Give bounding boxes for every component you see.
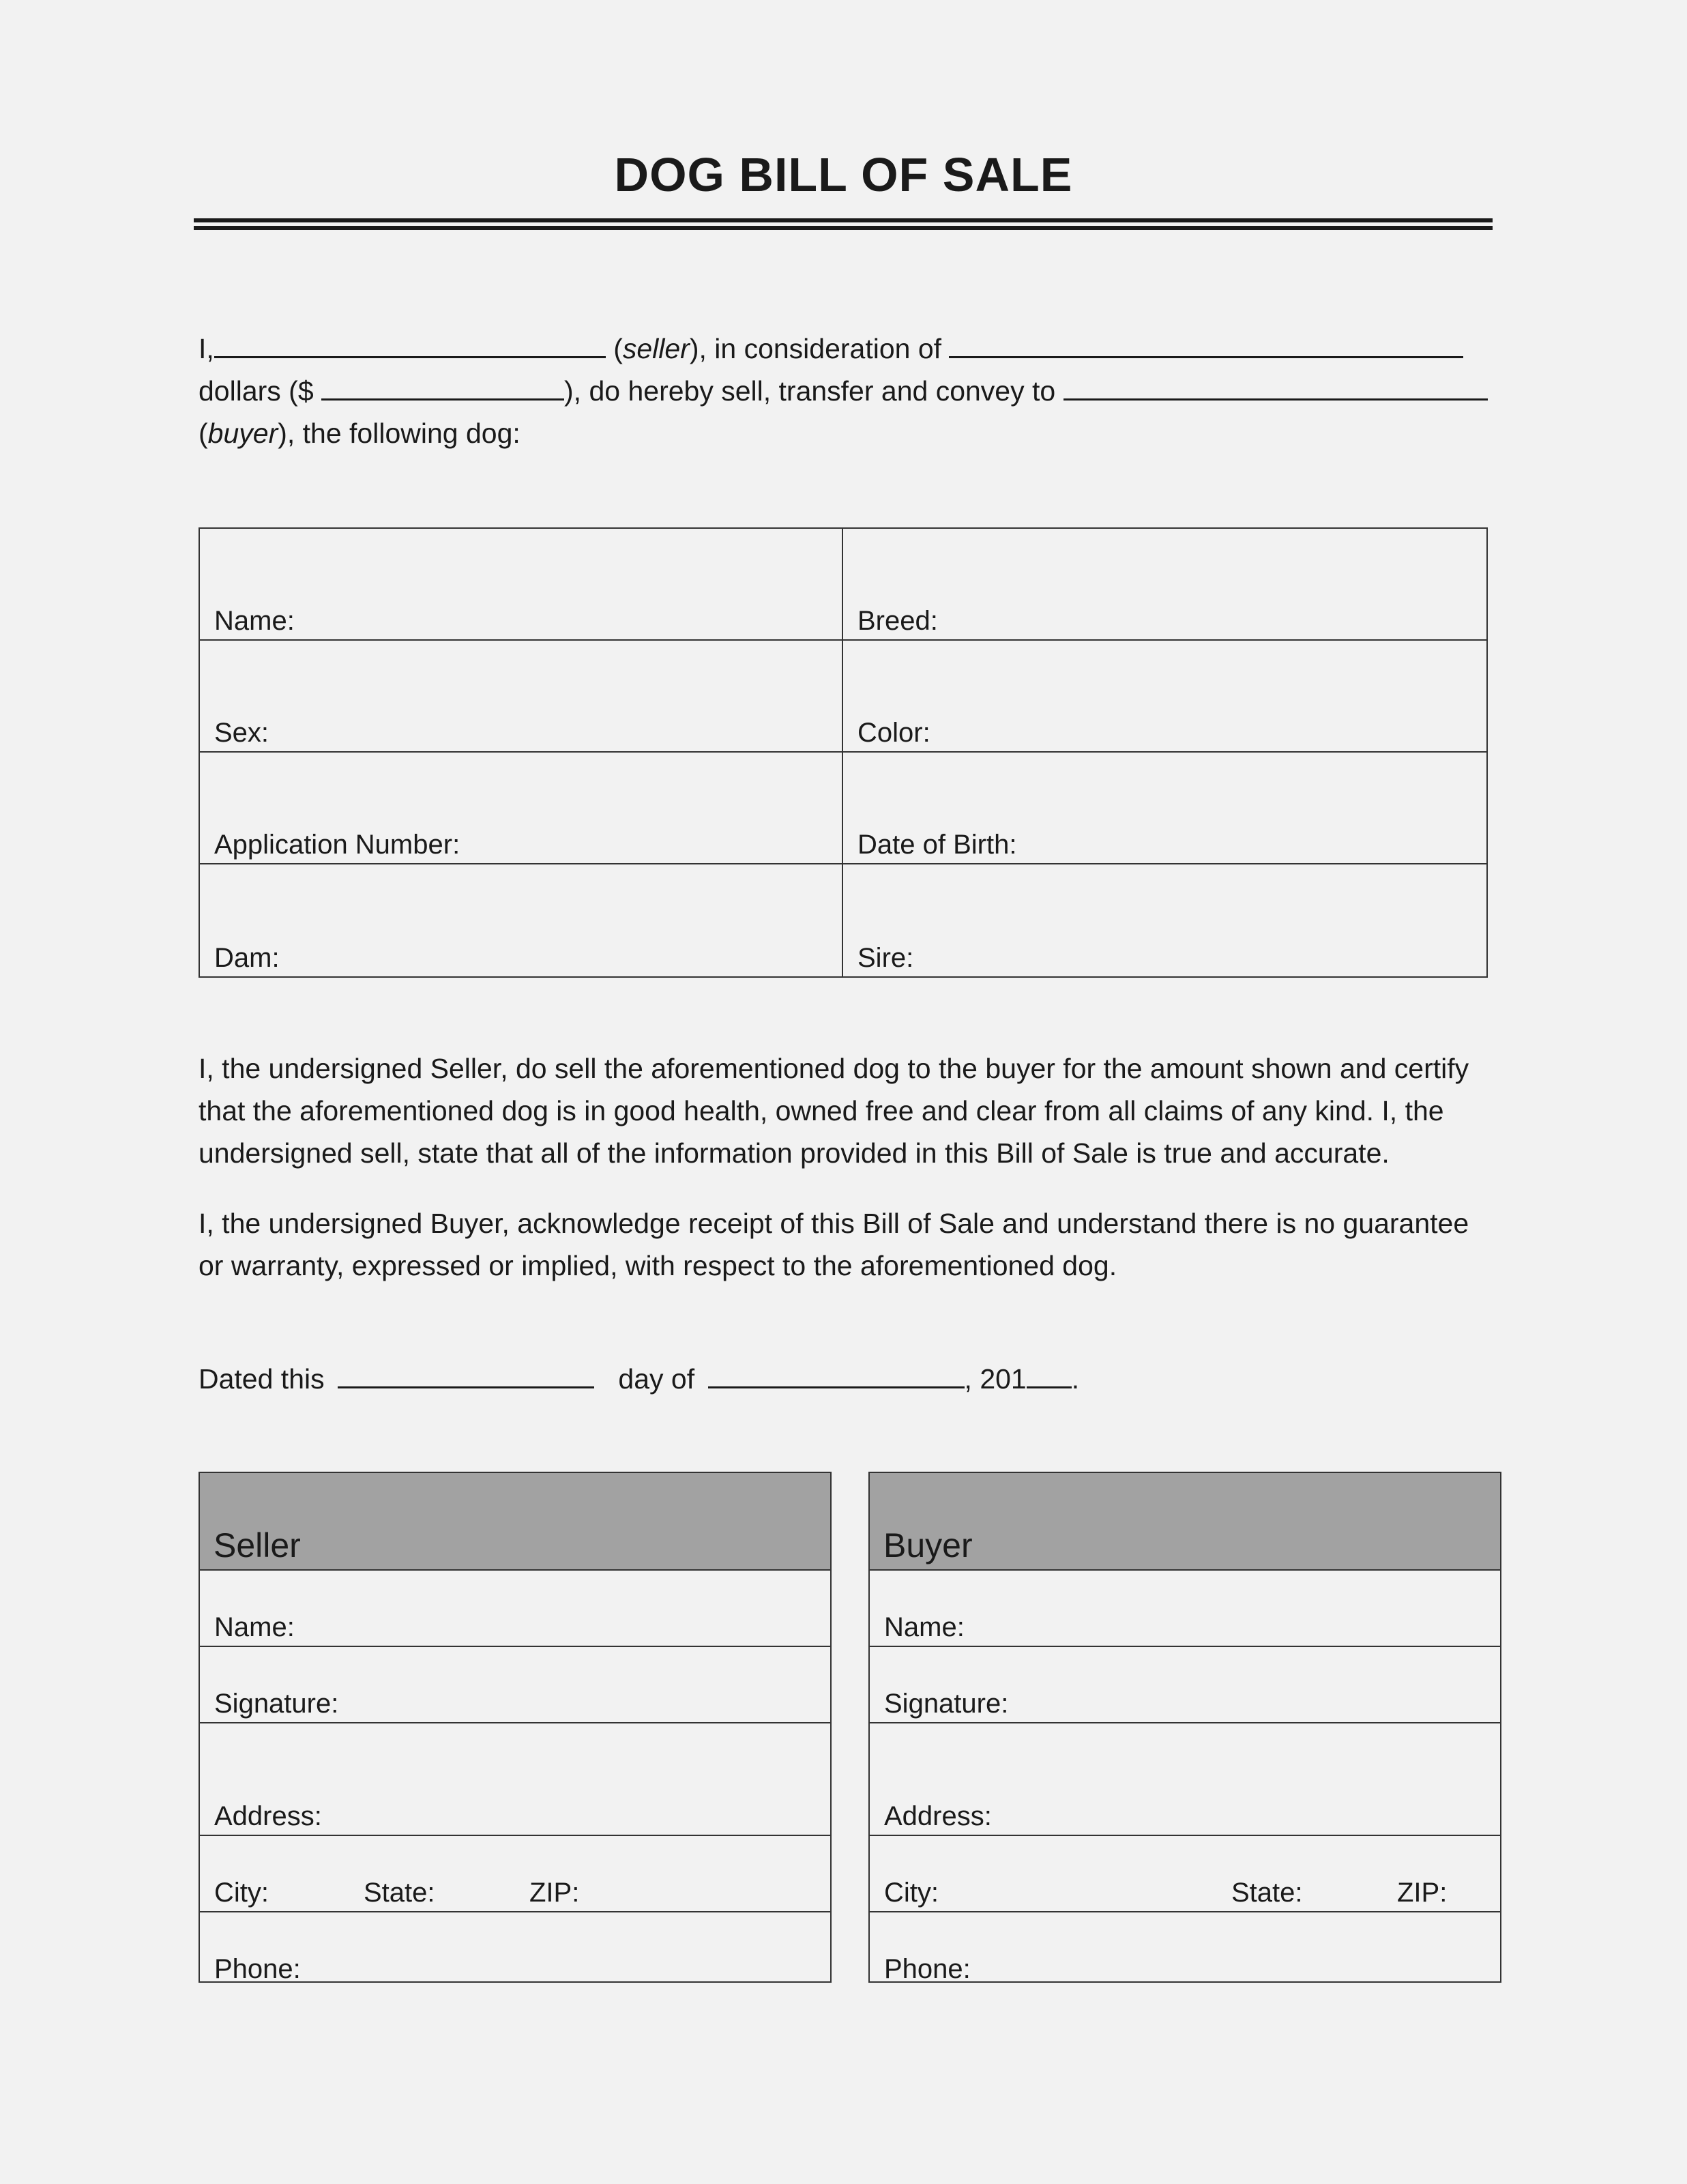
dog-sex-label: Sex: xyxy=(214,718,269,748)
dog-name-cell[interactable] xyxy=(200,529,843,641)
buyer-name-label: Name: xyxy=(884,1612,965,1642)
seller-city-label: City: xyxy=(214,1878,269,1908)
dog-sire-label: Sire: xyxy=(857,943,914,973)
dog-sire-cell[interactable] xyxy=(843,864,1486,976)
seller-name-label: Name: xyxy=(214,1612,295,1642)
dollars-blank[interactable] xyxy=(321,371,564,401)
buyer-name-blank[interactable] xyxy=(1063,371,1488,401)
dog-color-cell[interactable] xyxy=(843,641,1486,753)
buyer-label: buyer xyxy=(207,418,278,449)
seller-label: seller xyxy=(622,333,690,364)
buyer-name-row[interactable] xyxy=(870,1571,1500,1647)
seller-box-header xyxy=(200,1473,830,1571)
dated-line xyxy=(199,1358,1495,1400)
seller-heading: Seller xyxy=(214,1526,301,1564)
buyer-signature-box xyxy=(868,1472,1501,1983)
dog-color-label: Color: xyxy=(857,718,930,748)
seller-city-row[interactable] xyxy=(200,1836,830,1912)
buyer-zip-label: ZIP: xyxy=(1397,1878,1448,1908)
seller-phone-label: Phone: xyxy=(214,1954,301,1984)
month-blank[interactable] xyxy=(708,1359,965,1388)
buyer-city-label: City: xyxy=(884,1878,939,1908)
buyer-statement-line: I, the undersigned Buyer, acknowledge receipt of this Bill of Sale and understand there is no guarantee xyxy=(199,1208,1469,1239)
seller-signature-box xyxy=(199,1472,832,1983)
buyer-box-header xyxy=(870,1473,1500,1571)
seller-statement-line: that the aforementioned dog is in good health, owned free and clear from all claims of any kind. I, the xyxy=(199,1095,1444,1126)
seller-state-label: State: xyxy=(364,1878,435,1908)
seller-address-label: Address: xyxy=(214,1801,322,1831)
dated-prefix: Dated this xyxy=(199,1363,325,1395)
dog-dam-label: Dam: xyxy=(214,943,280,973)
buyer-statement-line: or warranty, expressed or implied, with respect to the aforementioned dog. xyxy=(199,1250,1117,1281)
dog-date-of-birth-label: Date of Birth: xyxy=(857,830,1017,860)
dog-sex-cell[interactable] xyxy=(200,641,843,753)
dog-name-label: Name: xyxy=(214,606,295,636)
intro-text: ), the following dog: xyxy=(278,418,520,449)
buyer-phone-row[interactable] xyxy=(870,1912,1500,1988)
seller-signature-label: Signature: xyxy=(214,1689,339,1719)
seller-name-row[interactable] xyxy=(200,1571,830,1647)
buyer-signature-label: Signature: xyxy=(884,1689,1009,1719)
intro-line-3: (buyer), the following dog: xyxy=(199,418,520,449)
seller-statement-line: undersigned sell, state that all of the information provided in this Bill of Sale is true and accurate. xyxy=(199,1137,1390,1169)
intro-text: ), do hereby sell, transfer and convey to xyxy=(564,375,1056,407)
seller-statement-line: I, the undersigned Seller, do sell the aforementioned dog to the buyer for the amount shown and certify xyxy=(199,1053,1469,1084)
year-blank[interactable] xyxy=(1027,1359,1072,1388)
day-blank[interactable] xyxy=(338,1359,594,1388)
buyer-city-row[interactable] xyxy=(870,1836,1500,1912)
dog-breed-cell[interactable] xyxy=(843,529,1486,641)
seller-zip-label: ZIP: xyxy=(529,1878,580,1908)
buyer-state-label: State: xyxy=(1231,1878,1303,1908)
consideration-amount-blank[interactable] xyxy=(949,329,1463,358)
dog-date-of-birth-cell[interactable] xyxy=(843,753,1486,864)
dog-breed-label: Breed: xyxy=(857,606,938,636)
seller-name-blank[interactable] xyxy=(214,329,606,358)
dated-middle: day of xyxy=(618,1363,695,1395)
seller-address-row[interactable] xyxy=(200,1723,830,1836)
dated-year: , 201 xyxy=(964,1363,1027,1395)
seller-phone-row[interactable] xyxy=(200,1912,830,1988)
buyer-heading: Buyer xyxy=(883,1526,973,1564)
dog-dam-cell[interactable] xyxy=(200,864,843,976)
intro-line-1: I, (seller), in consideration of xyxy=(199,327,1495,370)
title-rule-bottom xyxy=(194,226,1493,230)
intro-text: I, xyxy=(199,333,214,364)
title-rule-top xyxy=(194,218,1493,222)
buyer-signature-row[interactable] xyxy=(870,1647,1500,1723)
page-title: DOG BILL OF SALE xyxy=(614,148,1073,201)
intro-text: ), in consideration of xyxy=(689,333,942,364)
intro-line-2 xyxy=(199,370,1495,412)
intro-text: dollars ($ xyxy=(199,375,314,407)
buyer-phone-label: Phone: xyxy=(884,1954,971,1984)
dog-application-number-cell[interactable] xyxy=(200,753,843,864)
seller-signature-row[interactable] xyxy=(200,1647,830,1723)
dated-end: . xyxy=(1071,1363,1080,1395)
buyer-address-row[interactable] xyxy=(870,1723,1500,1836)
dog-details-table xyxy=(199,527,1488,978)
buyer-address-label: Address: xyxy=(884,1801,992,1831)
dog-application-number-label: Application Number: xyxy=(214,830,460,860)
